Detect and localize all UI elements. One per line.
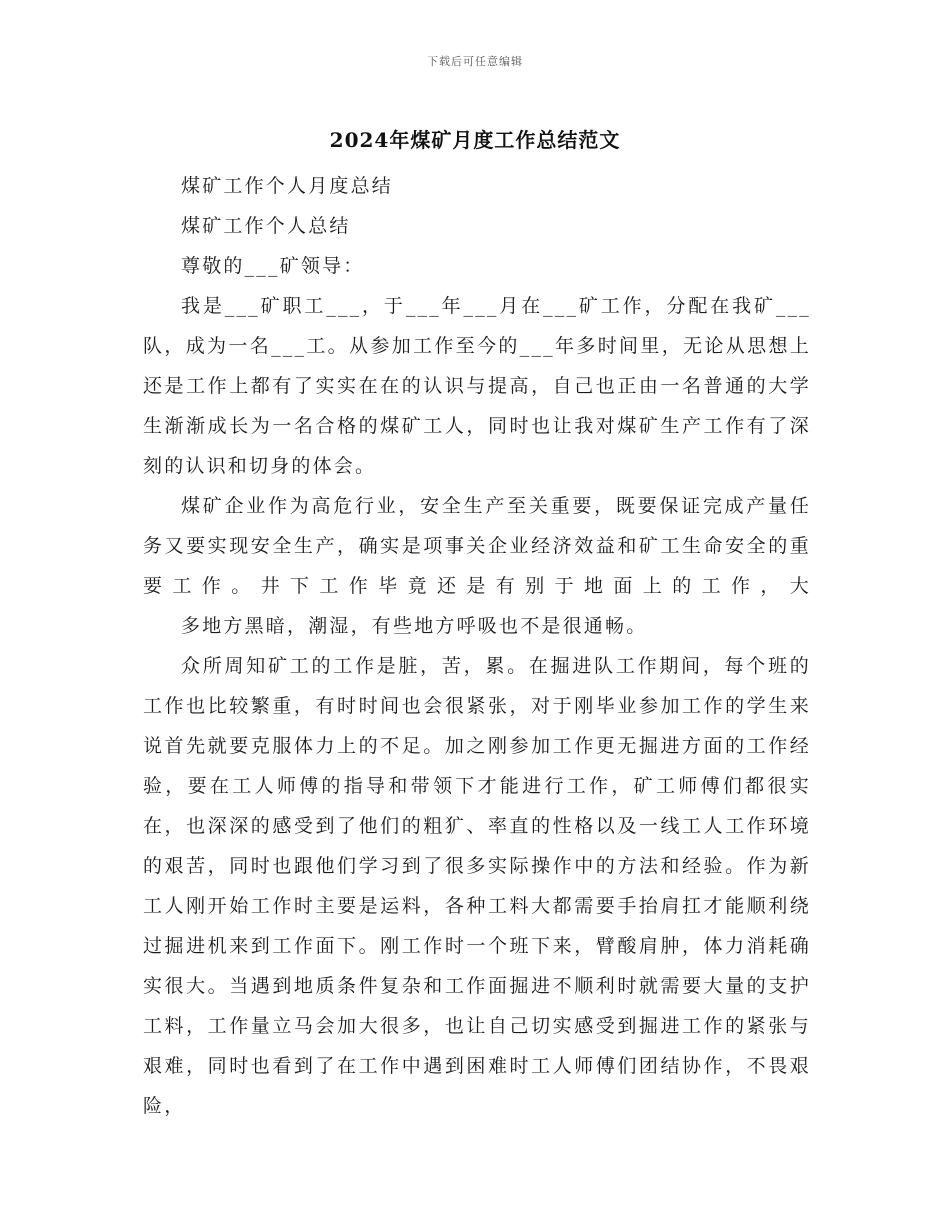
paragraph-subtitle-monthly: 煤矿工作个人月度总结 (181, 175, 394, 197)
paragraph-introduction: 我是___矿职工___，于___年___月在___矿工作，分配在我矿___队，成为一名___工。从参加工作至今的___年多时间里，无论从思想上还是工作上都有了实实在在的认识与提高，自己也正由一名普通的大学生渐渐成长为一名合格的煤矿工人，同时也让我对煤矿生产工作有了深刻的认识和切身的体会。 (143, 295, 811, 477)
paragraph-subtitle-personal: 煤矿工作个人总结 (181, 215, 351, 237)
paragraph-safety: 煤矿企业作为高危行业，安全生产至关重要，既要保证完成产量任务又要实现安全生产，确实是项事关企业经济效益和矿工生命安全的重要工作。井下工作毕竟还是有别于地面上的工作，大 (143, 495, 811, 597)
paragraph-environment: 多地方黑暗，潮湿，有些地方呼吸也不是很通畅。 (181, 615, 648, 637)
document-body (143, 166, 811, 1126)
paragraph-salutation: 尊敬的___矿领导： (181, 255, 365, 277)
document-title: 2024年煤矿月度工作总结范文 (329, 128, 621, 152)
page-header-note: 下载后可任意编辑 (427, 55, 523, 68)
paragraph-work-experience: 众所周知矿工的工作是脏，苦，累。在掘进队工作期间，每个班的工作也比较繁重，有时时间也会很紧张，对于刚毕业参加工作的学生来说首先就要克服体力上的不足。加之刚参加工作更无掘进方面的工作经验，要在工人师傅的指导和带领下才能进行工作，矿工师傅们都很实在，也深深的感受到了他们的粗犷、率直的性格以及一线工人工作环境的艰苦，同时也跟他们学习到了很多实际操作中的方法和经验。作为新工人刚开始工作时主要是运料，各种工料大都需要手抬肩扛才能顺利绕过掘进机来到工作面下。刚工作时一个班下来，臂酸肩肿，体力消耗确实很大。当遇到地质条件复杂和工作面掘进不顺利时就需要大量的支护工料，工作量立马会加大很多，也让自己切实感受到掘进工作的紧张与艰难，同时也看到了在工作中遇到困难时工人师傅们团结协作，不畏艰险， (143, 655, 811, 1117)
